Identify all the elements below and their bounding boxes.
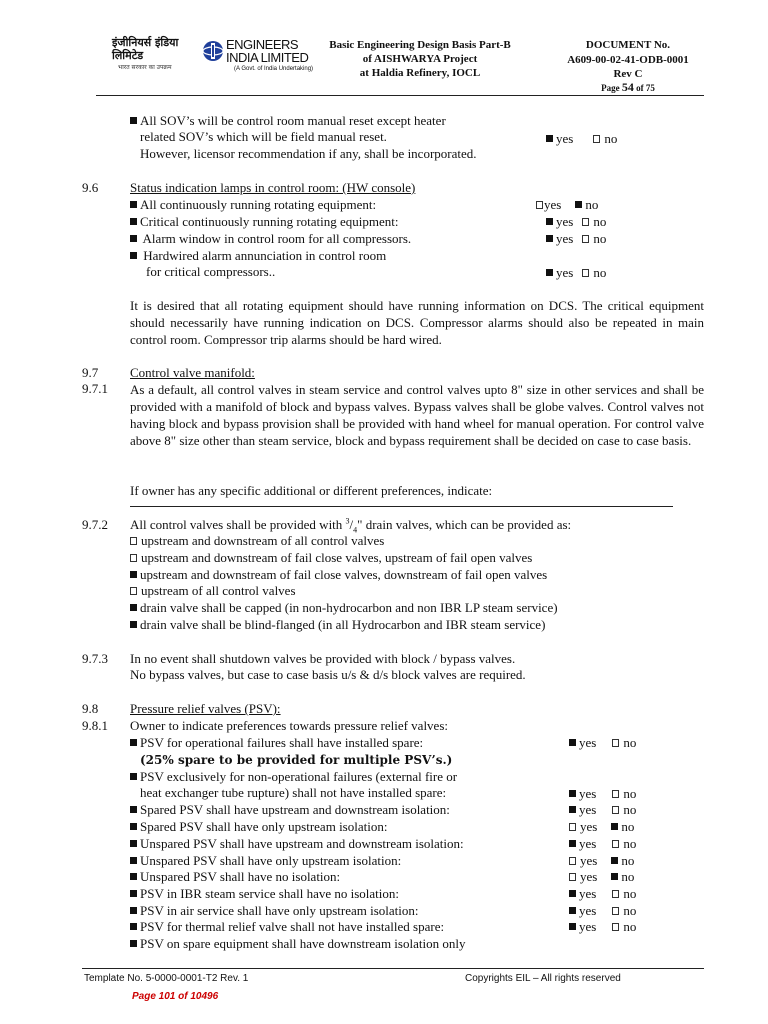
empty-box-icon[interactable] [130, 587, 137, 595]
s96-item-2-choice [546, 214, 606, 230]
yes-label: yes [579, 836, 597, 851]
section-number-9-6: 9.6 [82, 180, 99, 195]
empty-box-icon[interactable] [569, 857, 576, 865]
yes-label: yes [579, 802, 597, 817]
bullet-icon [130, 235, 137, 242]
yes-label: yes [579, 903, 597, 918]
bullet-icon [130, 739, 137, 746]
psv-item-10-choice [569, 919, 636, 935]
fraction-numerator: 3 [345, 516, 350, 526]
sov-line3: However, licensor recommendation if any, shall be incorporated. [140, 146, 477, 161]
empty-box-icon[interactable] [612, 890, 619, 898]
psv-spare-note: (25% spare to be provided for multiple PSV’s.) [140, 753, 453, 767]
psv-item-3 [130, 802, 450, 818]
no-label: no [623, 903, 637, 918]
yes-label: yes [580, 869, 598, 884]
fraction-denominator: 4 [353, 525, 358, 535]
psv-item-11-text: PSV on spare equipment shall have downstream isolation only [140, 936, 466, 951]
empty-box-icon[interactable] [582, 269, 589, 277]
yes-label: yes [556, 231, 574, 246]
footer-rule [82, 968, 704, 969]
psv-item-10 [130, 919, 444, 935]
psv-item-2-choice [569, 786, 636, 802]
bullet-icon [130, 252, 137, 259]
empty-box-icon[interactable] [593, 135, 600, 143]
drain-option-3-text: upstream and downstream of fail close valves, downstream of fail open valves [140, 567, 548, 582]
bullet-icon [130, 873, 137, 880]
psv-item-9-text: PSV in air service shall have only upstream isolation: [140, 903, 419, 918]
checked-box-icon[interactable] [611, 823, 618, 830]
s96-item-3-text: Alarm window in control room for all compressors. [142, 231, 412, 246]
bullet-icon [130, 218, 137, 225]
bullet-icon [130, 907, 137, 914]
bullet-icon [130, 890, 137, 897]
checked-box-icon[interactable] [569, 739, 576, 746]
psv-item-4 [130, 819, 387, 835]
empty-box-icon[interactable] [612, 806, 619, 814]
psv-item-7-choice [569, 869, 634, 885]
yes-label: yes [556, 265, 574, 280]
checked-box-icon[interactable] [546, 135, 553, 142]
s96-item-4-text: Hardwired alarm annunciation in control room [143, 248, 387, 263]
psv-item-7-text: Unspared PSV shall have no isolation: [140, 869, 341, 884]
document-label: DOCUMENT No. [585, 39, 671, 51]
drain-intro-b: " drain valves, which can be provided as: [357, 517, 572, 532]
header-title-line1: Basic Engineering Design Basis Part-B [329, 39, 511, 51]
empty-box-icon[interactable] [582, 218, 589, 226]
s981-intro: Owner to indicate preferences towards pressure relief valves: [130, 718, 448, 733]
psv-item-8-text: PSV in IBR steam service shall have no isolation: [140, 886, 400, 901]
header-rule [96, 95, 704, 96]
checked-box-icon[interactable] [130, 571, 137, 578]
sov-choice [546, 131, 617, 147]
yes-label: yes [580, 853, 598, 868]
owner-preferences-line[interactable] [130, 506, 673, 507]
logo-subtext: (A Govt. of India Undertaking) [234, 66, 314, 72]
no-label: no [623, 886, 637, 901]
bullet-icon [130, 940, 137, 947]
header-title-line3: at Haldia Refinery, IOCL [359, 67, 481, 79]
section-title-9-8: Pressure relief valves (PSV): [130, 701, 281, 716]
checked-box-icon[interactable] [546, 235, 553, 242]
no-label: no [593, 214, 607, 229]
no-label: no [604, 131, 618, 146]
section-number-9-7-3: 9.7.3 [82, 651, 108, 666]
bullet-icon [130, 840, 137, 847]
no-label: no [585, 197, 599, 212]
s96-item-3 [130, 231, 411, 247]
page-prefix: Page [601, 83, 622, 93]
s96-item-5: for critical compressors.. [146, 264, 276, 279]
checked-box-icon[interactable] [569, 840, 576, 847]
header-title-line2: of AISHWARYA Project [362, 53, 478, 65]
section-number-9-8-1: 9.8.1 [82, 718, 108, 733]
drain-option-3 [130, 567, 547, 583]
empty-box-icon[interactable] [612, 739, 619, 747]
page-suffix: of 75 [633, 83, 655, 93]
s971-paragraph: As a default, all control valves in steam service and control valves upto 8" size in other services and shall be provided with a manifold of block and bypass valves. Bypass valves shall be globe valves. Control valves not having block and bypass provision shall be provided with hand wheel for manual operation. For control valve above 8" size other than steam service, block and bypass requirement shall be decided on case to case basis. [130, 382, 704, 448]
drain-option-6-text: drain valve shall be blind-flanged (in all Hydrocarbon and IBR steam service) [140, 617, 546, 632]
checked-box-icon[interactable] [130, 621, 137, 628]
drain-option-4-text: upstream of all control valves [141, 583, 296, 598]
psv-item-5 [130, 836, 464, 852]
drain-option-2 [130, 550, 532, 566]
sov-text1: All SOV’s will be control room manual reset except heater [140, 113, 446, 128]
psv-item-2 [130, 769, 457, 785]
drain-option-6 [130, 617, 545, 633]
empty-box-icon[interactable] [130, 554, 137, 562]
empty-box-icon[interactable] [612, 840, 619, 848]
psv-item-9 [130, 903, 419, 919]
drain-option-2-text: upstream and downstream of fail close valves, upstream of fail open valves [141, 550, 533, 565]
psv-item-6-text: Unspared PSV shall have only upstream isolation: [140, 853, 402, 868]
no-label: no [593, 265, 607, 280]
psv-item-5-choice [569, 836, 636, 852]
checked-box-icon[interactable] [569, 806, 576, 813]
checked-box-icon[interactable] [546, 218, 553, 225]
bullet-icon [130, 201, 137, 208]
bullet-icon [130, 117, 137, 124]
s96-item-3-choice [546, 231, 606, 247]
section-title-9-7: Control valve manifold: [130, 365, 255, 380]
yes-label: yes [579, 786, 597, 801]
bullet-icon [130, 823, 137, 830]
no-label: no [623, 919, 637, 934]
yes-label: yes [579, 886, 597, 901]
section-number-9-7-1: 9.7.1 [82, 381, 108, 396]
no-label: no [593, 231, 607, 246]
logo-hindi-subtext: भारत सरकार का उपक्रम [118, 64, 172, 71]
s973-line2: No bypass valves, but case to case basis u/s & d/s block valves are required. [130, 667, 526, 682]
drain-intro-a: All control valves shall be provided with [130, 517, 346, 532]
no-label: no [623, 802, 637, 817]
psv-item-2-text: PSV exclusively for non-operational failures (external fire or [140, 769, 458, 784]
sov-line2: related SOV’s which will be field manual reset. [140, 129, 387, 144]
psv-item-1-text: PSV for operational failures shall have installed spare: [140, 735, 424, 750]
psv-item-1-choice [569, 735, 636, 751]
eil-emblem-icon [202, 40, 224, 62]
checked-box-icon[interactable] [569, 790, 576, 797]
empty-box-icon[interactable] [612, 790, 619, 798]
section-number-9-7: 9.7 [82, 365, 99, 380]
sov-line1 [130, 113, 446, 129]
section-number-9-8: 9.8 [82, 701, 99, 716]
psv-item-4-text: Spared PSV shall have only upstream isolation: [140, 819, 388, 834]
checked-box-icon[interactable] [546, 269, 553, 276]
template-number: Template No. 5-0000-0001-T2 Rev. 1 [84, 973, 249, 984]
psv-item-6 [130, 853, 401, 869]
section-number-9-7-2: 9.7.2 [82, 517, 108, 532]
bullet-icon [130, 923, 137, 930]
empty-box-icon[interactable] [130, 537, 137, 545]
yes-label: yes [556, 131, 574, 146]
checked-box-icon[interactable] [569, 923, 576, 930]
logo-hindi-text: इंजीनियर्स इंडिया लिमिटेड [112, 36, 179, 62]
checked-box-icon[interactable] [130, 604, 137, 611]
empty-box-icon[interactable] [536, 201, 543, 209]
revision: Rev C [613, 68, 643, 80]
psv-item-1 [130, 735, 423, 751]
empty-box-icon[interactable] [612, 907, 619, 915]
psv-item-8-choice [569, 886, 636, 902]
page-number: 54 [621, 80, 634, 94]
empty-box-icon[interactable] [569, 823, 576, 831]
s96-paragraph: It is desired that all rotating equipment should have running information on DCS. The critical equipment should necessarily have running indication on DCS. Compressor alarms should also be repeated in main control room. Compressor trip alarms should be hard wired. [130, 298, 704, 347]
yes-label: yes [579, 919, 597, 934]
no-label: no [623, 836, 637, 851]
no-label: no [623, 786, 637, 801]
yes-label: yes [580, 819, 598, 834]
checked-box-icon[interactable] [569, 907, 576, 914]
yes-label: yes [544, 197, 562, 212]
no-label: no [621, 819, 635, 834]
s973-line1: In no event shall shutdown valves be provided with block / bypass valves. [130, 651, 516, 666]
drain-option-5 [130, 600, 558, 616]
s96-item-4-choice [546, 265, 606, 281]
checked-box-icon[interactable] [575, 201, 582, 208]
page-indicator [548, 80, 708, 95]
document-number: A609-00-02-41-ODB-0001 [567, 54, 689, 66]
psv-item-7 [130, 869, 340, 885]
no-label: no [621, 869, 635, 884]
logo-text-line1: ENGINEERS [226, 37, 299, 52]
psv-item-2b: heat exchanger tube rupture) shall not have installed spare: [140, 785, 447, 800]
checked-box-icon[interactable] [611, 857, 618, 864]
section-title-9-6: Status indication lamps in control room: (HW console) [130, 180, 416, 195]
s96-item-1-text: All continuously running rotating equipment: [140, 197, 377, 212]
s96-item-1-choice [536, 197, 598, 213]
empty-box-icon[interactable] [582, 235, 589, 243]
empty-box-icon[interactable] [569, 873, 576, 881]
psv-item-5-text: Unspared PSV shall have upstream and downstream isolation: [140, 836, 464, 851]
drain-option-4 [130, 583, 296, 599]
footer-page-number: Page 101 of 10496 [132, 991, 219, 1002]
no-label: no [621, 853, 635, 868]
psv-item-3-choice [569, 802, 636, 818]
company-logo [112, 34, 312, 78]
owner-preferences-text: If owner has any specific additional or different preferences, indicate: [130, 483, 493, 498]
checked-box-icon[interactable] [569, 890, 576, 897]
logo-text-line2: INDIA LIMITED [226, 50, 309, 65]
copyright-text: Copyrights EIL – All rights reserved [465, 973, 621, 984]
s96-item-2 [130, 214, 399, 230]
yes-label: yes [556, 214, 574, 229]
empty-box-icon[interactable] [612, 923, 619, 931]
psv-item-8 [130, 886, 399, 902]
s96-item-2-text: Critical continuously running rotating equipment: [140, 214, 399, 229]
psv-item-10-text: PSV for thermal relief valve shall not have installed spare: [140, 919, 445, 934]
bullet-icon [130, 773, 137, 780]
bullet-icon [130, 806, 137, 813]
psv-item-4-choice [569, 819, 634, 835]
s96-item-1 [130, 197, 376, 213]
checked-box-icon[interactable] [611, 873, 618, 880]
drain-option-1 [130, 533, 384, 549]
psv-item-9-choice [569, 903, 636, 919]
psv-item-3-text: Spared PSV shall have upstream and downstream isolation: [140, 802, 450, 817]
psv-item-11 [130, 936, 465, 952]
bullet-icon [130, 857, 137, 864]
psv-item-6-choice [569, 853, 634, 869]
drain-option-5-text: drain valve shall be capped (in non-hydrocarbon and non IBR LP steam service) [140, 600, 558, 615]
drain-valve-intro: All control valves shall be provided with $^3/_4$" drain valves, which can be provided as: [130, 516, 572, 535]
no-label: no [623, 735, 637, 750]
drain-option-1-text: upstream and downstream of all control valves [141, 533, 385, 548]
yes-label: yes [579, 735, 597, 750]
s96-item-4 [130, 248, 386, 264]
